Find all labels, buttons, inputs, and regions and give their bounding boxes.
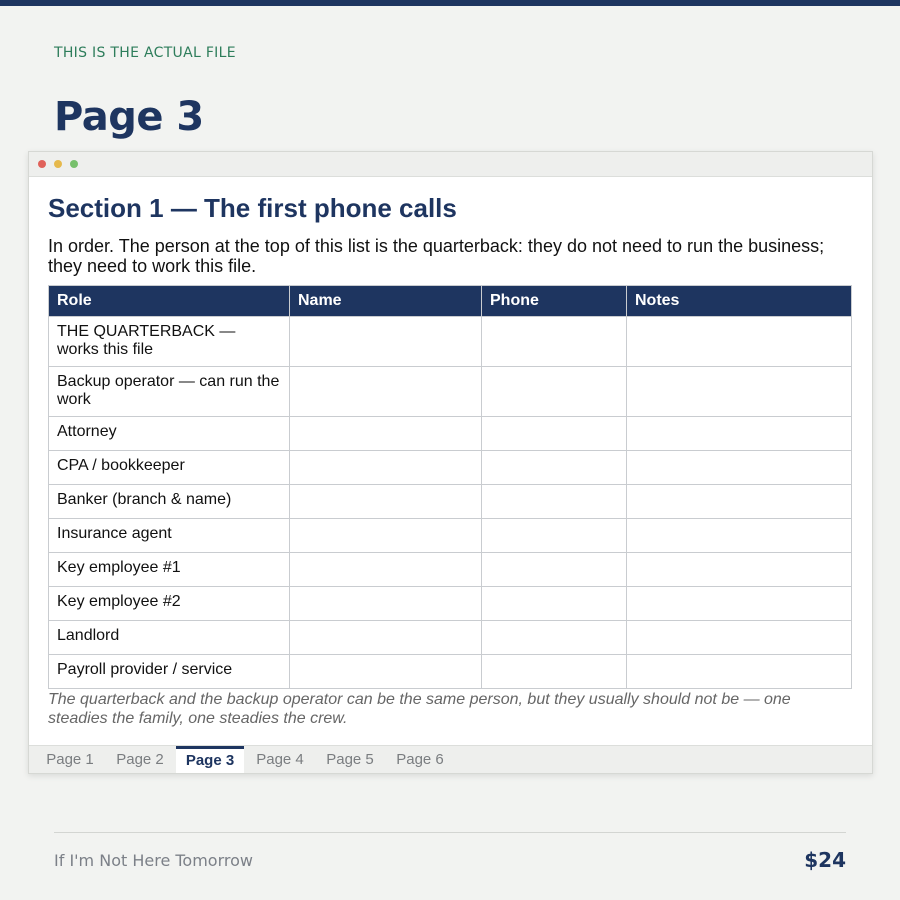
- maximize-dot-icon[interactable]: [70, 160, 78, 168]
- footnote: The quarterback and the backup operator can be the same person, but they usually should not be — one steadies the family, one steadies the crew.: [48, 691, 791, 727]
- product-title: If I'm Not Here Tomorrow: [54, 851, 253, 870]
- table-header-row: [49, 286, 852, 317]
- notes-cell[interactable]: [627, 317, 852, 367]
- column-header-notes: Notes: [627, 286, 852, 317]
- top-accent-bar: [0, 0, 900, 6]
- page-tab-bar: [29, 745, 872, 773]
- tab-page-6[interactable]: Page 6: [396, 751, 444, 768]
- notes-cell[interactable]: [627, 485, 852, 519]
- page-title: Page 3: [54, 94, 204, 140]
- column-header-role: Role: [49, 286, 290, 317]
- table-row: [49, 621, 852, 655]
- table-row: [49, 317, 852, 367]
- notes-cell[interactable]: [627, 367, 852, 417]
- phone-cell[interactable]: [482, 553, 627, 587]
- footer-divider: [54, 832, 846, 833]
- name-cell[interactable]: [290, 655, 482, 689]
- table-row: [49, 587, 852, 621]
- table-row: [49, 553, 852, 587]
- name-cell[interactable]: [290, 367, 482, 417]
- table-row: [49, 485, 852, 519]
- name-cell[interactable]: [290, 417, 482, 451]
- close-dot-icon[interactable]: [38, 160, 46, 168]
- table-row: [49, 655, 852, 689]
- role-cell: Attorney: [49, 417, 290, 451]
- notes-cell[interactable]: [627, 553, 852, 587]
- role-cell: Key employee #2: [49, 587, 290, 621]
- phone-cell[interactable]: [482, 587, 627, 621]
- phone-cell[interactable]: [482, 317, 627, 367]
- phone-calls-table: [48, 285, 852, 689]
- role-cell: Payroll provider / service: [49, 655, 290, 689]
- name-cell[interactable]: [290, 621, 482, 655]
- section-title: Section 1 — The first phone calls: [48, 193, 457, 223]
- tab-page-4[interactable]: Page 4: [256, 751, 304, 768]
- notes-cell[interactable]: [627, 621, 852, 655]
- table-row: [49, 451, 852, 485]
- role-cell: CPA / bookkeeper: [49, 451, 290, 485]
- tab-page-1[interactable]: Page 1: [46, 751, 94, 768]
- notes-cell[interactable]: [627, 655, 852, 689]
- role-cell: THE QUARTERBACK — works this file: [49, 317, 290, 367]
- phone-cell[interactable]: [482, 451, 627, 485]
- window-titlebar: [29, 152, 872, 177]
- phone-cell[interactable]: [482, 621, 627, 655]
- name-cell[interactable]: [290, 587, 482, 621]
- document-body: [48, 177, 852, 728]
- notes-cell[interactable]: [627, 519, 852, 553]
- table-row: [49, 417, 852, 451]
- phone-cell[interactable]: [482, 519, 627, 553]
- tab-page-3[interactable]: Page 3: [176, 746, 244, 773]
- phone-cell[interactable]: [482, 417, 627, 451]
- name-cell[interactable]: [290, 485, 482, 519]
- table-row: [49, 519, 852, 553]
- role-cell: Backup operator — can run the work: [49, 367, 290, 417]
- name-cell[interactable]: [290, 519, 482, 553]
- name-cell[interactable]: [290, 553, 482, 587]
- role-cell: Landlord: [49, 621, 290, 655]
- tab-page-5[interactable]: Page 5: [326, 751, 374, 768]
- phone-cell[interactable]: [482, 655, 627, 689]
- notes-cell[interactable]: [627, 451, 852, 485]
- intro-paragraph: In order. The person at the top of this list is the quarterback: they do not need to run the business; they need to work this file.: [48, 236, 825, 276]
- notes-cell[interactable]: [627, 417, 852, 451]
- name-cell[interactable]: [290, 317, 482, 367]
- document-window: [28, 151, 873, 774]
- notes-cell[interactable]: [627, 587, 852, 621]
- phone-cell[interactable]: [482, 485, 627, 519]
- name-cell[interactable]: [290, 451, 482, 485]
- role-cell: Insurance agent: [49, 519, 290, 553]
- tab-page-2[interactable]: Page 2: [116, 751, 164, 768]
- phone-cell[interactable]: [482, 367, 627, 417]
- role-cell: Banker (branch & name): [49, 485, 290, 519]
- eyebrow-label: THIS IS THE ACTUAL FILE: [54, 45, 236, 61]
- minimize-dot-icon[interactable]: [54, 160, 62, 168]
- column-header-phone: Phone: [482, 286, 627, 317]
- table-row: [49, 367, 852, 417]
- price-label: $24: [804, 848, 846, 872]
- role-cell: Key employee #1: [49, 553, 290, 587]
- column-header-name: Name: [290, 286, 482, 317]
